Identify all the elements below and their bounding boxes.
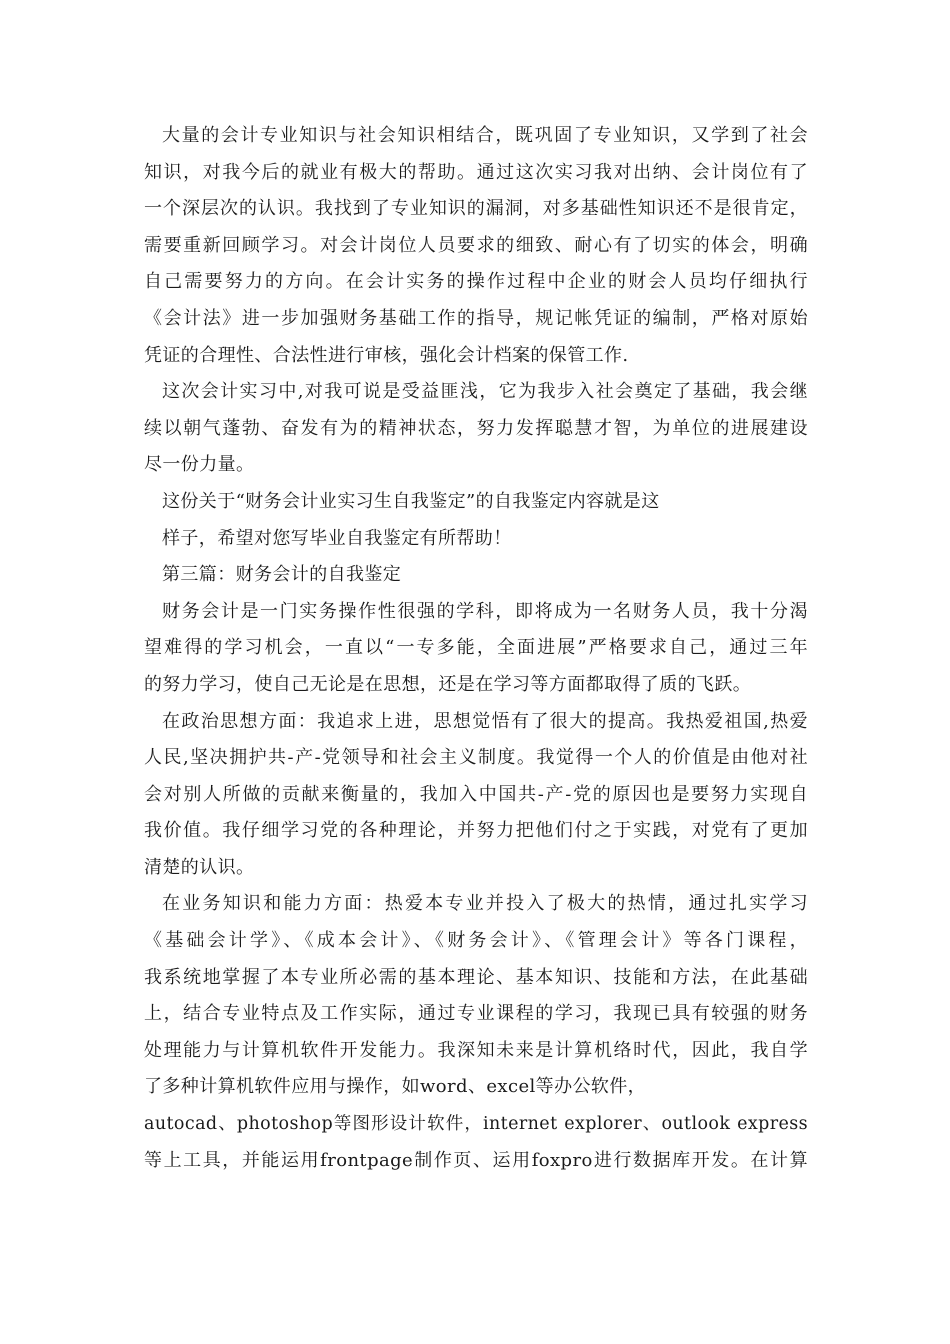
- text-line: 在政治思想方面：我追求上进，思想觉悟有了很大的提高。我热爱祖国,热爱: [162, 710, 808, 732]
- text-line: 在业务知识和能力方面：热爱本专业并投入了极大的热情，通过扎实学习: [162, 893, 808, 915]
- text-line: 财务会计是一门实务操作性很强的学科，即将成为一名财务人员，我十分渴: [162, 600, 808, 622]
- text-line: 处理能力与计算机软件开发能力。我深知未来是计算机络时代，因此，我自学: [144, 1039, 808, 1061]
- text-line: 这份关于“财务会计业实习生自我鉴定”的自我鉴定内容就是这: [162, 490, 660, 512]
- text-line: 了多种计算机软件应用与操作，如word、excel等办公软件，: [144, 1076, 647, 1098]
- text-line: 人民,坚决拥护共-产-党领导和社会主义制度。我觉得一个人的价值是由他对社: [144, 747, 808, 769]
- text-line: autocad、photoshop等图形设计软件，internet explorer、outlook express: [144, 1114, 808, 1135]
- text-line: 这次会计实习中,对我可说是受益匪浅，它为我步入社会奠定了基础，我会继: [162, 381, 808, 403]
- text-line: 《会计法》进一步加强财务基础工作的指导，规记帐凭证的编制，严格对原始: [144, 307, 808, 329]
- text-line: 大量的会计专业知识与社会知识相结合，既巩固了专业知识，又学到了社会: [162, 125, 808, 146]
- text-line: 清楚的认识。: [144, 856, 255, 878]
- text-line: 我价值。我仔细学习党的各种理论，并努力把他们付之于实践，对党有了更加: [144, 820, 808, 842]
- document-body: [144, 118, 808, 1179]
- text-line: 自己需要努力的方向。在会计实务的操作过程中企业的财会人员均仔细执行: [144, 271, 808, 293]
- text-line: 《基础会计学》、《成本会计》、《财务会计》、《管理会计》等各门课程，: [144, 930, 808, 952]
- text-line: 一个深层次的认识。我找到了专业知识的漏洞，对多基础性知识还不是很肯定，: [144, 198, 808, 220]
- text-line: 尽一份力量。: [144, 454, 255, 476]
- text-line: 样子，希望对您写毕业自我鉴定有所帮助！: [162, 527, 512, 549]
- text-line: 望难得的学习机会，一直以“一专多能，全面进展”严格要求自己，通过三年: [144, 637, 808, 659]
- text-line: 等上工具，并能运用frontpage制作页、运用foxpro进行数据库开发。在计算: [144, 1149, 808, 1171]
- text-line: 的努力学习，使自己无论是在思想，还是在学习等方面都取得了质的飞跃。: [144, 673, 752, 695]
- text-line: 知识，对我今后的就业有极大的帮助。通过这次实习我对出纳、会计岗位有了: [144, 161, 808, 183]
- text-line: 续以朝气蓬勃、奋发有为的精神状态，努力发挥聪慧才智，为单位的进展建设: [144, 417, 808, 439]
- text-line: 凭证的合理性、合法性进行审核，强化会计档案的保管工作.: [144, 344, 629, 366]
- text-line: 需要重新回顾学习。对会计岗位人员要求的细致、耐心有了切实的体会，明确: [144, 234, 808, 256]
- text-line: 会对别人所做的贡献来衡量的，我加入中国共-产-党的原因也是要努力实现自: [144, 783, 808, 805]
- section-heading: 第三篇：财务会计的自我鉴定: [162, 564, 402, 586]
- text-line: 我系统地掌握了本专业所必需的基本理论、基本知识、技能和方法，在此基础: [144, 966, 808, 988]
- text-line: 上，结合专业特点及工作实际，通过专业课程的学习，我现已具有较强的财务: [144, 1003, 808, 1025]
